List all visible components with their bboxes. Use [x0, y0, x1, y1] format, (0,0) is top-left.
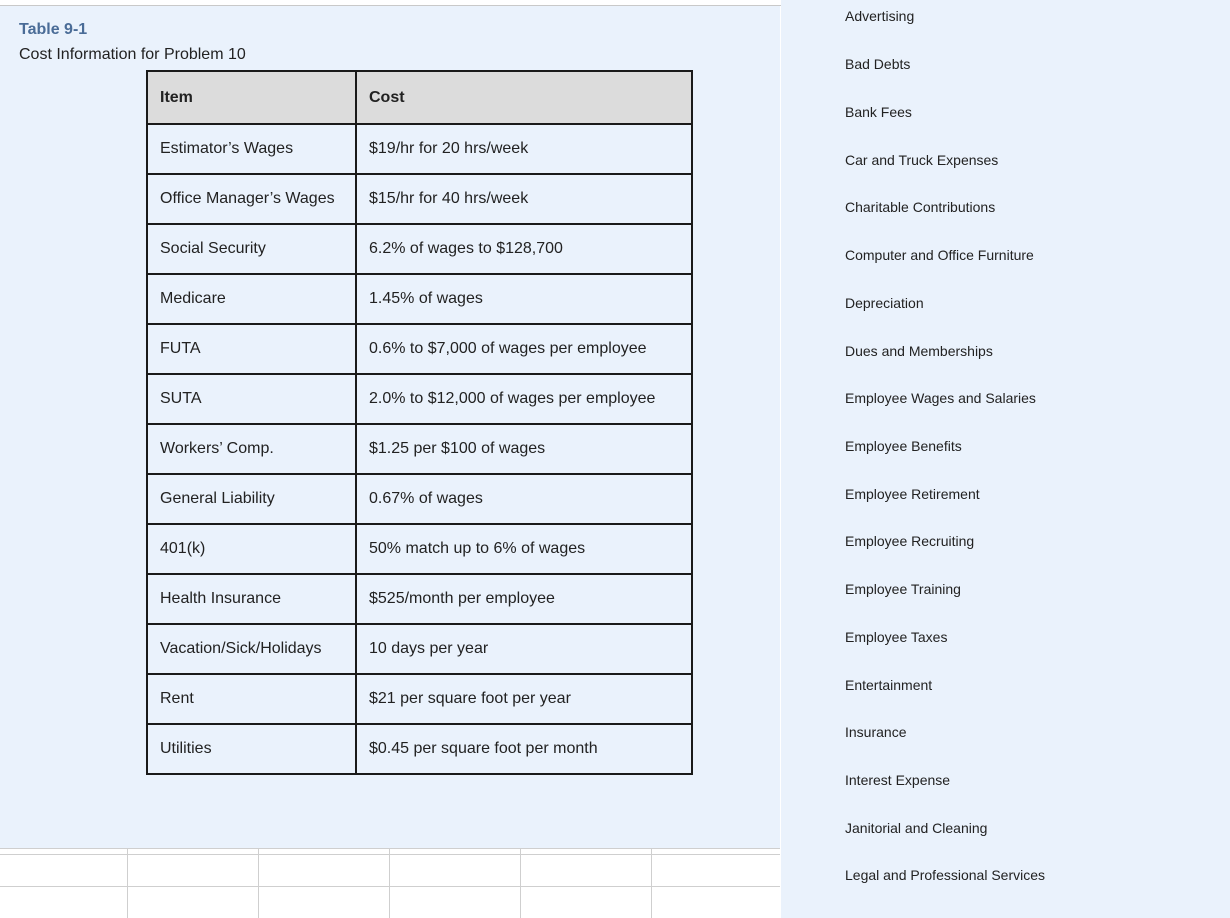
category-item[interactable]: Advertising [845, 8, 915, 24]
category-list [781, 0, 1230, 918]
table-image-panel[interactable] [0, 6, 780, 848]
category-item[interactable]: Employee Wages and Salaries [845, 390, 1036, 406]
table-header-row [147, 71, 692, 124]
category-item[interactable]: Depreciation [845, 295, 924, 311]
row-item-cell: General Liability [147, 474, 356, 524]
category-item[interactable]: Bank Fees [845, 104, 912, 120]
category-item[interactable]: Employee Training [845, 581, 961, 597]
row-item-cell: Medicare [147, 274, 356, 324]
category-item[interactable]: Legal and Professional Services [845, 867, 1046, 883]
row-item-cell: Health Insurance [147, 574, 356, 624]
row-item-cell: 401(k) [147, 524, 356, 574]
category-item[interactable]: Dues and Memberships [845, 343, 993, 359]
table-row [147, 624, 692, 674]
row-cost-cell: $19/hr for 20 hrs/week [356, 124, 692, 174]
table-row [147, 224, 692, 274]
row-cost-cell: 2.0% to $12,000 of wages per employee [356, 374, 692, 424]
table-row [147, 324, 692, 374]
table-row [147, 274, 692, 324]
header-cost: Cost [356, 71, 692, 124]
category-item[interactable]: Entertainment [845, 677, 933, 693]
category-item[interactable]: Charitable Contributions [845, 199, 996, 215]
row-cost-cell: 1.45% of wages [356, 274, 692, 324]
table-row [147, 674, 692, 724]
category-item[interactable]: Computer and Office Furniture [845, 247, 1034, 263]
row-cost-cell: $0.45 per square foot per month [356, 724, 692, 774]
category-item[interactable]: Interest Expense [845, 772, 951, 788]
table-row [147, 524, 692, 574]
row-item-cell: SUTA [147, 374, 356, 424]
row-item-cell: Social Security [147, 224, 356, 274]
table-subtitle: Cost Information for Problem 10 [19, 46, 246, 63]
row-cost-cell: 0.67% of wages [356, 474, 692, 524]
row-item-cell: FUTA [147, 324, 356, 374]
row-item-cell: Office Manager’s Wages [147, 174, 356, 224]
category-item[interactable]: Bad Debts [845, 56, 911, 72]
category-item[interactable]: Employee Taxes [845, 629, 948, 645]
header-item: Item [147, 71, 356, 124]
table-row [147, 124, 692, 174]
table-row [147, 374, 692, 424]
category-item[interactable]: Employee Benefits [845, 438, 962, 454]
row-item-cell: Estimator’s Wages [147, 124, 356, 174]
cost-table [146, 70, 693, 775]
grid-bottom-cells [0, 848, 780, 918]
table-row [147, 424, 692, 474]
row-item-cell: Rent [147, 674, 356, 724]
row-item-cell: Vacation/Sick/Holidays [147, 624, 356, 674]
category-item[interactable]: Employee Retirement [845, 486, 980, 502]
row-cost-cell: 50% match up to 6% of wages [356, 524, 692, 574]
table-row [147, 574, 692, 624]
row-cost-cell: $1.25 per $100 of wages [356, 424, 692, 474]
table-row [147, 174, 692, 224]
row-item-cell: Workers’ Comp. [147, 424, 356, 474]
row-cost-cell: 10 days per year [356, 624, 692, 674]
row-cost-cell: $525/month per employee [356, 574, 692, 624]
category-item[interactable]: Insurance [845, 724, 907, 740]
row-cost-cell: 0.6% to $7,000 of wages per employee [356, 324, 692, 374]
row-cost-cell: 6.2% of wages to $128,700 [356, 224, 692, 274]
category-item[interactable]: Car and Truck Expenses [845, 152, 999, 168]
table-row [147, 474, 692, 524]
category-item[interactable]: Employee Recruiting [845, 533, 975, 549]
category-item[interactable]: Janitorial and Cleaning [845, 820, 988, 836]
row-item-cell: Utilities [147, 724, 356, 774]
table-title: Table 9-1 [19, 21, 88, 38]
table-row [147, 724, 692, 774]
row-cost-cell: $21 per square foot per year [356, 674, 692, 724]
row-cost-cell: $15/hr for 40 hrs/week [356, 174, 692, 224]
